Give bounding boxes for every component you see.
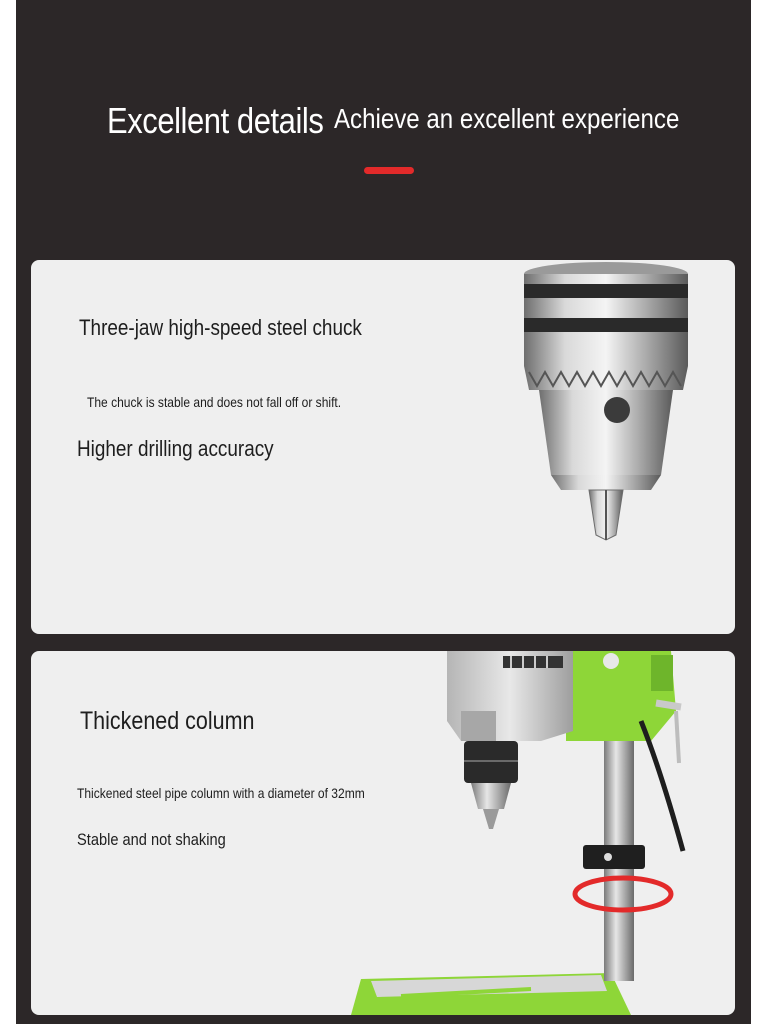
card-heading: Three-jaw high-speed steel chuck [79,315,362,340]
drill-chuck-icon [501,260,711,550]
card-description: Thickened steel pipe column with a diameter of 32mm [77,785,365,801]
card-feature: Higher drilling accuracy [77,436,274,461]
feature-card-chuck [31,260,735,634]
product-detail-page [16,0,751,1024]
section-subtitle: Achieve an excellent experience [334,103,680,134]
card-feature: Stable and not shaking [77,830,226,849]
accent-divider [364,167,414,174]
feature-card-column [31,651,735,1015]
card-heading: Thickened column [80,707,255,735]
section-title: Excellent details [107,100,324,141]
section-header [16,0,751,250]
card-description: The chuck is stable and does not fall off or shift. [87,394,342,410]
bench-drill-icon [311,651,735,1015]
